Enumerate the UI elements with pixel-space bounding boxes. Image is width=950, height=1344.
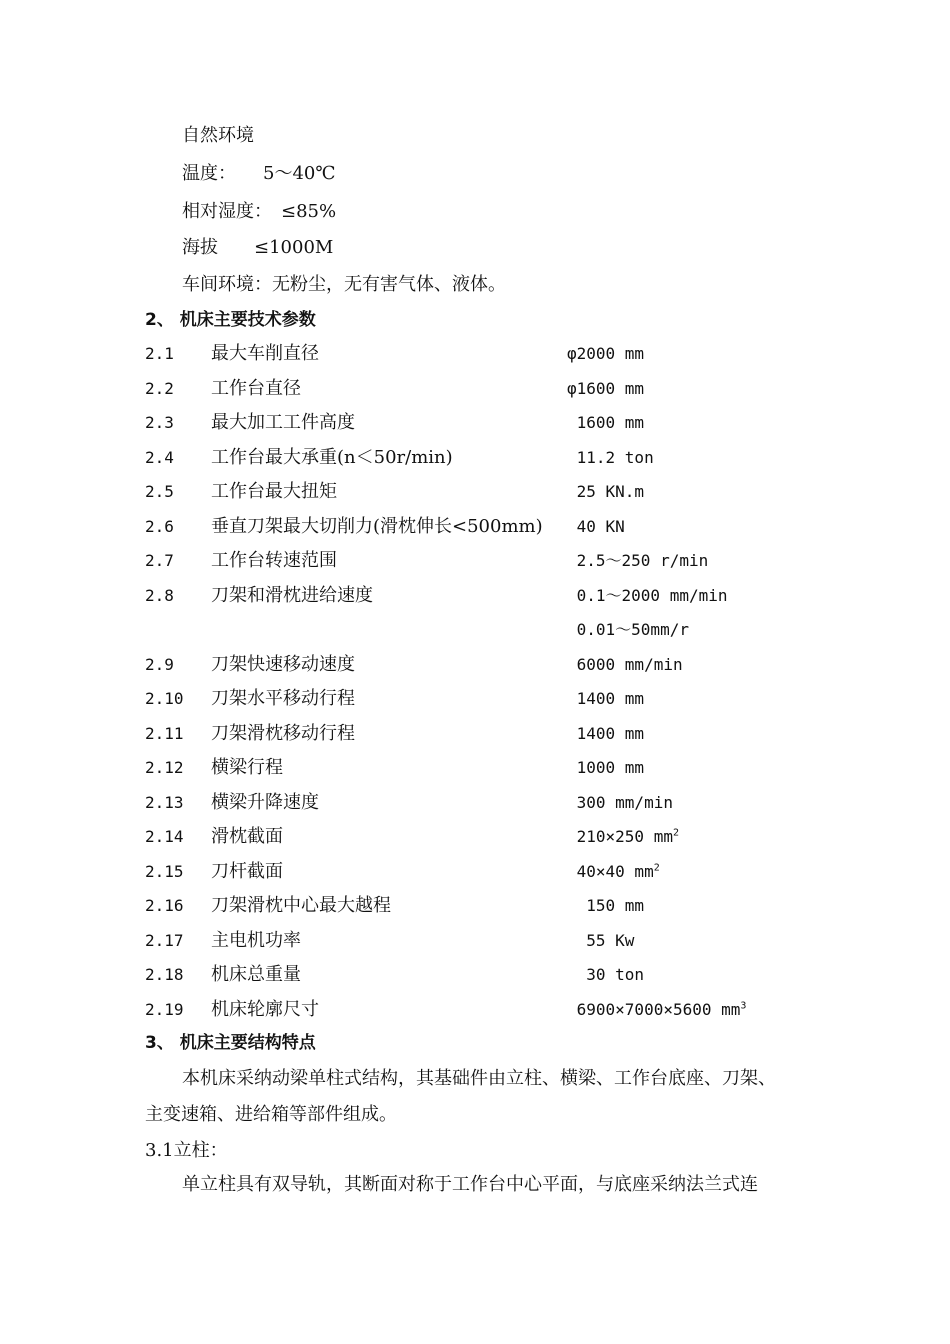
param-value xyxy=(567,480,644,504)
param-number: 2.12 xyxy=(145,758,184,777)
param-value xyxy=(567,411,644,435)
param-number: 2.18 xyxy=(145,965,184,984)
param-row xyxy=(0,963,950,987)
param-value-text: 210×250 mm xyxy=(567,827,673,846)
param-value xyxy=(567,791,673,815)
section2-heading: 2、 机床主要技术参数 xyxy=(145,310,316,330)
param-name: 刀架水平移动行程 xyxy=(211,688,355,709)
param-value-text: φ2000 mm xyxy=(567,344,645,363)
humidity-line: 相对湿度： ≤85% xyxy=(182,201,337,222)
param-name: 主电机功率 xyxy=(211,929,301,951)
param-name: 横梁行程 xyxy=(211,757,283,778)
param-name: 工作台最大扭矩 xyxy=(211,481,337,502)
param-row xyxy=(0,687,950,711)
param-number: 2.2 xyxy=(145,378,174,398)
param-value xyxy=(567,515,625,539)
param-value xyxy=(567,860,660,884)
param-row xyxy=(0,929,950,953)
param-number: 2.10 xyxy=(145,689,184,708)
param-name: 机床总重量 xyxy=(211,964,301,985)
param-value-text: 55 Kw xyxy=(567,930,635,950)
param-row xyxy=(0,411,950,435)
param-value xyxy=(567,377,644,401)
param-value xyxy=(567,549,708,573)
section3-heading: 3、 机床主要结构特点 xyxy=(145,1033,316,1053)
param-number: 2.7 xyxy=(145,551,174,570)
param-number: 2.9 xyxy=(145,654,174,674)
param-number: 2.1 xyxy=(145,344,174,363)
param-value xyxy=(567,446,654,470)
column-description-line: 单立柱具有双导轨，其断面对称于工作台中心平面，与底座采纳法兰式连 xyxy=(182,1174,758,1195)
param-name: 刀架和滑枕进给速度 xyxy=(211,584,373,606)
param-number: 2.14 xyxy=(145,827,184,846)
param-value-text: 1600 mm xyxy=(567,413,645,432)
param-row xyxy=(0,342,950,366)
param-row xyxy=(0,998,950,1022)
column-subheading: 3.1立柱： xyxy=(145,1140,228,1161)
param-value-text: 300 mm/min xyxy=(567,792,673,812)
param-number: 2.16 xyxy=(145,896,184,915)
param-value xyxy=(567,998,746,1022)
param-value xyxy=(567,687,644,711)
param-row xyxy=(0,825,950,849)
param-name: 最大车削直径 xyxy=(211,343,319,364)
param-value-text: 1400 mm xyxy=(567,723,645,743)
param-row xyxy=(0,894,950,918)
param-value-text: 11.2 ton xyxy=(567,447,654,467)
param-number: 2.5 xyxy=(145,482,174,501)
param-unit-exponent: 3 xyxy=(740,1000,747,1012)
param-value xyxy=(567,894,644,918)
param-row xyxy=(0,480,950,504)
param-name: 工作台直径 xyxy=(211,377,301,399)
environment-title: 自然环境 xyxy=(182,125,254,146)
param-value xyxy=(567,825,679,849)
param-row xyxy=(0,756,950,780)
section3-intro-line2: 主变速箱、进给箱等部件组成。 xyxy=(145,1104,397,1125)
param-value xyxy=(567,584,728,608)
param-name: 刀架滑枕移动行程 xyxy=(211,722,355,744)
param-row xyxy=(0,515,950,539)
param-value xyxy=(567,722,644,746)
param-unit-exponent: 2 xyxy=(653,862,660,874)
param-row xyxy=(0,860,950,884)
param-number: 2.17 xyxy=(145,930,184,950)
param-row xyxy=(0,377,950,401)
workshop-line: 车间环境：无粉尘，无有害气体、液体。 xyxy=(182,274,506,295)
param-value xyxy=(567,653,683,677)
param-value-text: 0.1～2000 mm/min xyxy=(567,585,728,605)
param-name: 刀架快速移动速度 xyxy=(211,653,355,675)
param-number: 2.15 xyxy=(145,861,184,881)
param-row xyxy=(0,549,950,573)
param-value xyxy=(567,929,634,953)
param-value-text: 40 KN xyxy=(567,516,625,536)
param-number: 2.13 xyxy=(145,792,184,812)
temperature-line: 温度： 5～40℃ xyxy=(182,163,336,184)
param-number: 2.19 xyxy=(145,999,184,1019)
param-name: 刀杆截面 xyxy=(211,860,283,882)
param-name: 最大加工工件高度 xyxy=(211,412,355,433)
param-value xyxy=(567,342,644,366)
param-value-text: 25 KN.m xyxy=(567,482,645,501)
param-name: 滑枕截面 xyxy=(211,826,283,847)
param-value-text: φ1600 mm xyxy=(567,378,645,398)
altitude-line: 海拔 ≤1000M xyxy=(182,237,334,258)
section3-intro-line1: 本机床采纳动梁单柱式结构，其基础件由立柱、横梁、工作台底座、刀架、 xyxy=(182,1068,776,1089)
param-value-text: 1000 mm xyxy=(567,758,645,777)
param-unit-exponent: 2 xyxy=(672,827,679,839)
param-value-text: 150 mm xyxy=(567,896,645,915)
param-name: 横梁升降速度 xyxy=(211,791,319,813)
param-row xyxy=(0,584,950,608)
param-row xyxy=(0,446,950,470)
param-value-text: 2.5～250 r/min xyxy=(567,551,709,570)
param-name: 机床轮廓尺寸 xyxy=(211,998,319,1020)
param-row xyxy=(0,722,950,746)
param-row xyxy=(0,618,950,642)
param-value-text: 6900×7000×5600 mm xyxy=(567,999,741,1019)
param-value-text: 30 ton xyxy=(567,965,645,984)
param-number: 2.11 xyxy=(145,723,184,743)
param-value xyxy=(567,756,644,780)
param-value xyxy=(567,618,689,642)
param-number: 2.4 xyxy=(145,447,174,467)
param-value-text: 6000 mm/min xyxy=(567,654,683,674)
param-value-text: 0.01～50mm/r xyxy=(567,620,689,639)
param-value-text: 40×40 mm xyxy=(567,861,654,881)
param-value-text: 1400 mm xyxy=(567,689,645,708)
param-name: 刀架滑枕中心最大越程 xyxy=(211,895,391,916)
param-row xyxy=(0,791,950,815)
param-name: 垂直刀架最大切削力(滑枕伸长<500mm) xyxy=(211,515,543,537)
param-number: 2.6 xyxy=(145,516,174,536)
param-number: 2.3 xyxy=(145,413,174,432)
param-name: 工作台最大承重(n＜50r/min) xyxy=(211,446,453,468)
param-name: 工作台转速范围 xyxy=(211,550,337,571)
param-row xyxy=(0,653,950,677)
param-value xyxy=(567,963,644,987)
param-number: 2.8 xyxy=(145,585,174,605)
